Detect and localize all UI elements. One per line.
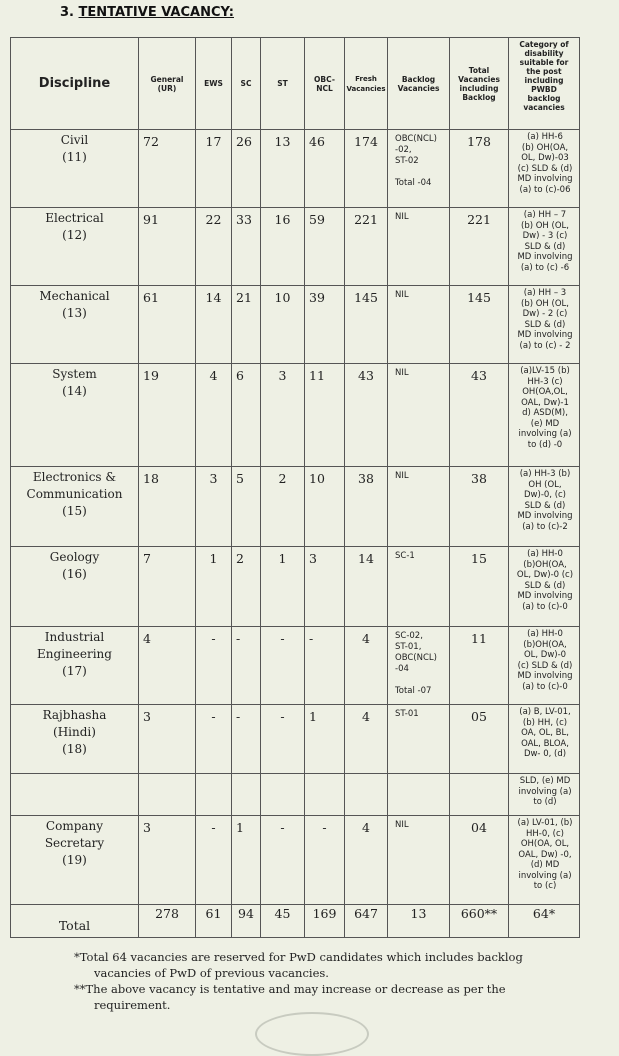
- category-cell: (a) HH – 7 (b) OH (OL, Dw) - 3 (c) SLD & (d) MD involving (a) to (c) -6: [509, 208, 580, 286]
- total-st: 45: [261, 905, 305, 938]
- st-cell: -: [261, 816, 305, 905]
- continuation-category: SLD, (e) MD involving (a) to (d): [509, 774, 580, 816]
- continuation-row: [11, 774, 580, 816]
- footnote-pwd-cont: vacancies of PwD of previous vacancies.: [94, 966, 329, 980]
- total-cell: 05: [450, 705, 509, 777]
- backlog-cell: NIL: [388, 816, 450, 905]
- backlog-cell: SC-02, ST-01, OBC(NCL) -04 Total -07: [388, 627, 450, 705]
- discipline-cell: Electronics & Communication (15): [11, 467, 139, 547]
- fresh-cell: 145: [345, 286, 388, 364]
- ews-cell: -: [196, 705, 232, 777]
- total-fresh: 647: [345, 905, 388, 938]
- sc-cell: 1: [232, 816, 261, 905]
- general-cell: 3: [139, 705, 196, 777]
- discipline-cell: Mechanical (13): [11, 286, 139, 364]
- general-cell: 91: [139, 208, 196, 286]
- sc-cell: 2: [232, 547, 261, 627]
- header-category: Category of disability suitable for the post including PWBD backlog vacancies: [509, 38, 580, 130]
- total-category: 64*: [509, 905, 580, 938]
- backlog-cell: NIL: [388, 364, 450, 467]
- table-row: [11, 816, 580, 905]
- category-cell: (a) HH-6 (b) OH(OA, OL, Dw)-03 (c) SLD & (d) MD involving (a) to (c)-06: [509, 130, 580, 208]
- discipline-cell: Electrical (12): [11, 208, 139, 286]
- ews-cell: 3: [196, 467, 232, 547]
- watermark-seal: [255, 1012, 369, 1056]
- st-cell: 10: [261, 286, 305, 364]
- backlog-cell: OBC(NCL) -02, ST-02 Total -04: [388, 130, 450, 208]
- discipline-cell: Civil (11): [11, 130, 139, 208]
- sc-cell: 6: [232, 364, 261, 467]
- header-discipline: Discipline: [11, 38, 139, 130]
- obc-cell: 3: [305, 547, 345, 627]
- ews-cell: 17: [196, 130, 232, 208]
- backlog-cell: NIL: [388, 286, 450, 364]
- footnote-pwd: *Total 64 vacancies are reserved for PwD candidates which includes backlog: [74, 950, 523, 964]
- total-cell: 11: [450, 627, 509, 705]
- fresh-cell: 43: [345, 364, 388, 467]
- header-fresh: Fresh Vacancies: [345, 38, 388, 130]
- fresh-cell: 4: [345, 705, 388, 777]
- obc-cell: 59: [305, 208, 345, 286]
- table-row: [11, 547, 580, 627]
- ews-cell: 1: [196, 547, 232, 627]
- obc-cell: -: [305, 816, 345, 905]
- general-cell: 3: [139, 816, 196, 905]
- fresh-cell: 174: [345, 130, 388, 208]
- obc-cell: 39: [305, 286, 345, 364]
- header-backlog: Backlog Vacancies: [388, 38, 450, 130]
- header-obc: OBC- NCL: [305, 38, 345, 130]
- header-general: General (UR): [139, 38, 196, 130]
- obc-cell: 11: [305, 364, 345, 467]
- total-cell: 04: [450, 816, 509, 905]
- general-cell: 61: [139, 286, 196, 364]
- obc-cell: 1: [305, 705, 345, 777]
- total-cell: 145: [450, 286, 509, 364]
- total-row: [11, 905, 580, 938]
- fresh-cell: 4: [345, 627, 388, 705]
- fresh-cell: 14: [345, 547, 388, 627]
- table-row: [11, 467, 580, 547]
- backlog-cell: SC-1: [388, 547, 450, 627]
- section-heading: [60, 5, 234, 20]
- table-row: [11, 130, 580, 208]
- table-row: [11, 705, 580, 777]
- general-cell: 19: [139, 364, 196, 467]
- vacancy-table-continued: [10, 773, 580, 938]
- footnote-tentative-cont: requirement.: [94, 998, 171, 1012]
- table-row: [11, 364, 580, 467]
- header-sc: SC: [232, 38, 261, 130]
- category-cell: (a) LV-01, (b) HH-0, (c) OH(OA, OL, OAL, Dw) -0, (d) MD involving (a) to (c): [509, 816, 580, 905]
- total-cell: 15: [450, 547, 509, 627]
- sc-cell: 5: [232, 467, 261, 547]
- sc-cell: -: [232, 627, 261, 705]
- header-total: Total Vacancies including Backlog: [450, 38, 509, 130]
- total-total: 660**: [450, 905, 509, 938]
- obc-cell: -: [305, 627, 345, 705]
- sc-cell: 33: [232, 208, 261, 286]
- obc-cell: 10: [305, 467, 345, 547]
- total-cell: 221: [450, 208, 509, 286]
- fresh-cell: 4: [345, 816, 388, 905]
- ews-cell: 22: [196, 208, 232, 286]
- header-st: ST: [261, 38, 305, 130]
- total-cell: 38: [450, 467, 509, 547]
- category-cell: (a) HH – 3 (b) OH (OL, Dw) - 2 (c) SLD & (d) MD involving (a) to (c) - 2: [509, 286, 580, 364]
- general-cell: 18: [139, 467, 196, 547]
- total-cell: 43: [450, 364, 509, 467]
- total-backlog: 13: [388, 905, 450, 938]
- category-cell: (a)LV-15 (b) HH-3 (c) OH(OA,OL, OAL, Dw)-1 d) ASD(M), (e) MD involving (a) to (d) -0: [509, 364, 580, 467]
- total-label: Total: [11, 905, 139, 938]
- backlog-cell: NIL: [388, 467, 450, 547]
- fresh-cell: 38: [345, 467, 388, 547]
- backlog-cell: NIL: [388, 208, 450, 286]
- ews-cell: -: [196, 627, 232, 705]
- category-cell: (a) B, LV-01, (b) HH, (c) OA, OL, BL, OAL, BLOA, Dw- 0, (d): [509, 705, 580, 777]
- discipline-cell: Rajbhasha (Hindi) (18): [11, 705, 139, 777]
- category-cell: (a) HH-3 (b) OH (OL, Dw)-0, (c) SLD & (d) MD involving (a) to (c)-2: [509, 467, 580, 547]
- table-row: [11, 208, 580, 286]
- total-cell: 178: [450, 130, 509, 208]
- footnote-tentative: **The above vacancy is tentative and may increase or decrease as per the: [74, 982, 506, 996]
- section-title: TENTATIVE VACANCY:: [78, 5, 234, 20]
- header-ews: EWS: [196, 38, 232, 130]
- discipline-cell: Company Secretary (19): [11, 816, 139, 905]
- st-cell: 3: [261, 364, 305, 467]
- ews-cell: 4: [196, 364, 232, 467]
- total-obc: 169: [305, 905, 345, 938]
- footnotes: [74, 950, 604, 1014]
- table-row: [11, 286, 580, 364]
- total-ews: 61: [196, 905, 232, 938]
- general-cell: 72: [139, 130, 196, 208]
- header-row: [11, 38, 580, 130]
- category-cell: (a) HH-0 (b)OH(OA, OL, Dw)-0 (c) SLD & (d) MD involving (a) to (c)-0: [509, 547, 580, 627]
- general-cell: 7: [139, 547, 196, 627]
- backlog-cell: ST-01: [388, 705, 450, 777]
- ews-cell: -: [196, 816, 232, 905]
- discipline-cell: Industrial Engineering (17): [11, 627, 139, 705]
- table-row: [11, 627, 580, 705]
- discipline-cell: System (14): [11, 364, 139, 467]
- obc-cell: 46: [305, 130, 345, 208]
- section-number: 3.: [60, 5, 74, 20]
- general-cell: 4: [139, 627, 196, 705]
- discipline-cell: Geology (16): [11, 547, 139, 627]
- sc-cell: -: [232, 705, 261, 777]
- st-cell: 2: [261, 467, 305, 547]
- st-cell: 16: [261, 208, 305, 286]
- vacancy-table: [10, 37, 580, 777]
- st-cell: -: [261, 627, 305, 705]
- sc-cell: 21: [232, 286, 261, 364]
- fresh-cell: 221: [345, 208, 388, 286]
- ews-cell: 14: [196, 286, 232, 364]
- st-cell: -: [261, 705, 305, 777]
- st-cell: 1: [261, 547, 305, 627]
- category-cell: (a) HH-0 (b)OH(OA, OL, Dw)-0 (c) SLD & (d) MD involving (a) to (c)-0: [509, 627, 580, 705]
- st-cell: 13: [261, 130, 305, 208]
- total-general: 278: [139, 905, 196, 938]
- total-sc: 94: [232, 905, 261, 938]
- sc-cell: 26: [232, 130, 261, 208]
